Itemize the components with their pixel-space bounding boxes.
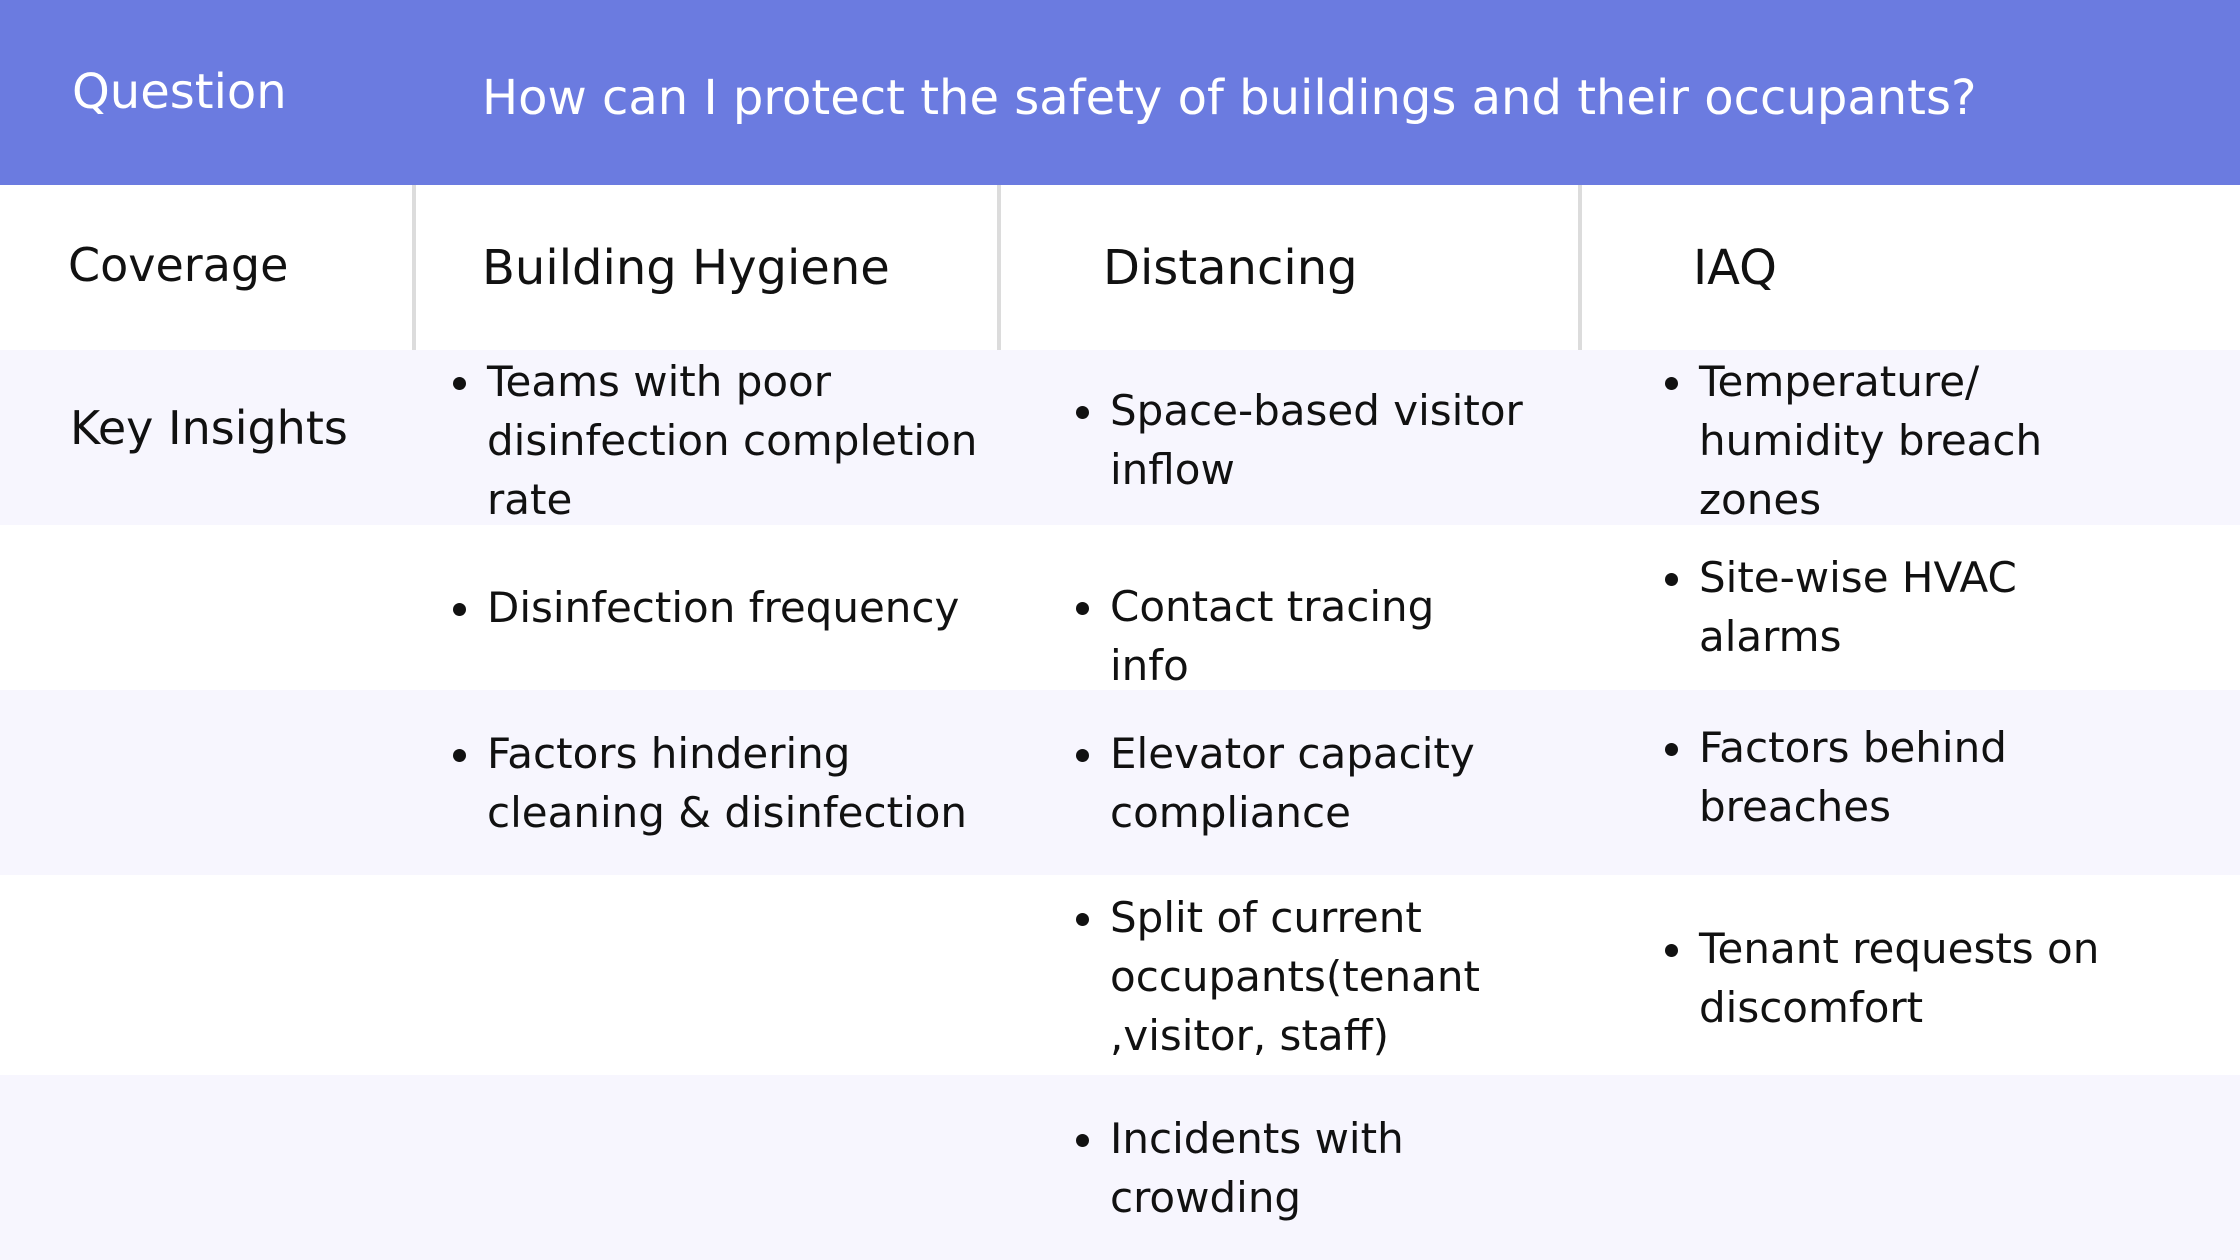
- bullet-icon: [1076, 749, 1089, 762]
- bullet-icon: [1665, 573, 1678, 586]
- list-item: Site-wise HVAC alarms: [1699, 548, 2119, 666]
- bullet-icon: [1076, 1134, 1089, 1147]
- list-item: Space-based visitor inflow: [1110, 381, 1580, 499]
- list-item: Disinfection frequency: [487, 578, 1007, 637]
- bullet-icon: [1076, 406, 1089, 419]
- column-divider: [412, 185, 416, 350]
- bullet-icon: [1665, 743, 1678, 756]
- bullet-icon: [453, 377, 466, 390]
- column-header-distancing: Distancing: [1103, 240, 1358, 296]
- bullet-icon: [453, 603, 466, 616]
- bullet-icon: [1076, 913, 1089, 926]
- bullet-icon: [1665, 377, 1678, 390]
- key-insights-label: Key Insights: [70, 401, 348, 455]
- bullet-icon: [1076, 602, 1089, 615]
- column-header-building-hygiene: Building Hygiene: [482, 240, 890, 296]
- list-item: Split of current occupants(tenant ,visitor, staff): [1110, 888, 1530, 1065]
- list-item: Incidents with crowding: [1110, 1109, 1530, 1227]
- list-item: Teams with poor disinfection completion rate: [487, 352, 1007, 529]
- column-header-iaq: IAQ: [1693, 240, 1777, 296]
- question-header: [0, 0, 2240, 185]
- column-divider: [1578, 185, 1582, 350]
- list-item: Elevator capacity compliance: [1110, 724, 1580, 842]
- bullet-icon: [453, 749, 466, 762]
- list-item: Tenant requests on discomfort: [1699, 919, 2159, 1037]
- question-text: How can I protect the safety of buildings and their occupants?: [482, 70, 1977, 126]
- list-item: Temperature/ humidity breach zones: [1699, 352, 2119, 529]
- list-item: Contact tracing info: [1110, 577, 1480, 695]
- list-item: Factors hindering cleaning & disinfection: [487, 724, 1007, 842]
- column-divider: [997, 185, 1001, 350]
- bullet-icon: [1665, 944, 1678, 957]
- question-label: Question: [72, 64, 287, 120]
- coverage-label: Coverage: [68, 238, 289, 292]
- list-item: Factors behind breaches: [1699, 718, 2119, 836]
